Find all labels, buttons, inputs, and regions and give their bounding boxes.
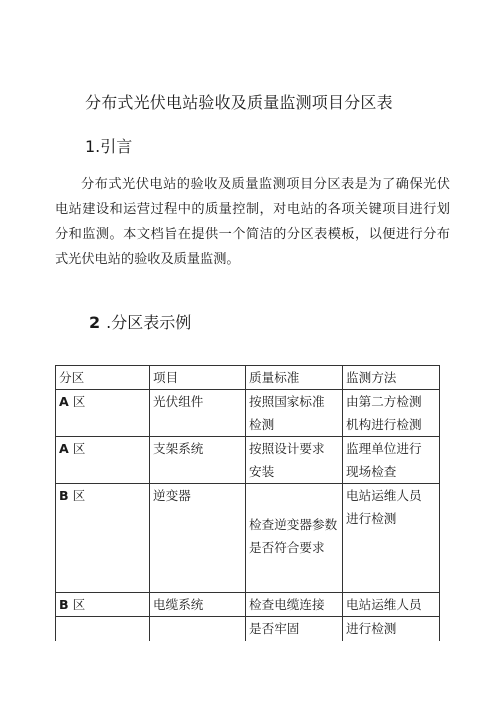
empty-cell: [56, 617, 150, 642]
standard-line: 检查逆变器参数: [249, 517, 338, 532]
zone-suffix: 区: [72, 597, 86, 612]
section-heading-table: [89, 310, 191, 333]
zone-cell: [56, 484, 150, 593]
zone-suffix: 区: [72, 488, 86, 503]
header-cell-method: 监测方法: [343, 366, 440, 390]
method-cell: [343, 437, 440, 484]
item-cell: 光伏组件: [150, 390, 246, 437]
zoning-table: [55, 365, 440, 641]
zone-letter: A: [59, 394, 69, 409]
method-line: 进行检测: [346, 511, 397, 526]
standard-cell: 检查电缆连接: [246, 593, 343, 617]
standard-line: 检测: [249, 417, 275, 432]
section-title: .分区表示例: [106, 313, 192, 332]
zone-suffix: 区: [72, 394, 86, 409]
table-row: [56, 484, 440, 593]
header-cell-zone: 分区: [56, 366, 150, 390]
zone-letter: B: [59, 488, 69, 503]
standard-cell: [246, 484, 343, 593]
table-row: [56, 437, 440, 484]
table-row-continued: [56, 617, 440, 642]
standard-cell: 是否牢固: [246, 617, 343, 642]
standard-line: 安装: [249, 464, 275, 479]
table-row: [56, 390, 440, 437]
table-row: [56, 593, 440, 617]
document-title: 分布式光伏电站验收及质量监测项目分区表: [85, 93, 393, 112]
method-line: 机构进行检测: [346, 417, 422, 432]
method-line: 现场检查: [346, 464, 397, 479]
zone-cell: [56, 437, 150, 484]
table-header-row: [56, 366, 440, 390]
item-cell: 支架系统: [150, 437, 246, 484]
method-cell: 进行检测: [343, 617, 440, 642]
item-cell: 电缆系统: [150, 593, 246, 617]
standard-line: 按照国家标准: [249, 394, 325, 409]
method-line: 由第二方检测: [346, 394, 422, 409]
standard-line: 是否符合要求: [249, 540, 325, 555]
zone-cell: [56, 390, 150, 437]
method-cell: 电站运维人员: [343, 593, 440, 617]
standard-line: 按照设计要求: [249, 441, 325, 456]
method-cell: [343, 484, 440, 593]
method-cell: [343, 390, 440, 437]
header-cell-standard: 质量标准: [246, 366, 343, 390]
intro-paragraph: 分布式光伏电站的验收及质量监测项目分区表是为了确保光伏电站建设和运营过程中的质量控制，对电站的各项关键项目进行划分和监测。本文档旨在提供一个简洁的分区表模板，以便进行分布式光伏电站的验收及质量监测。: [55, 177, 450, 267]
zone-letter: A: [59, 441, 69, 456]
zone-letter: B: [59, 597, 69, 612]
standard-cell: [246, 390, 343, 437]
standard-cell: [246, 437, 343, 484]
header-cell-item: 项目: [150, 366, 246, 390]
item-cell: 逆变器: [150, 484, 246, 593]
zone-cell: [56, 593, 150, 617]
empty-cell: [150, 617, 246, 642]
method-line: 电站运维人员: [346, 488, 422, 503]
zone-suffix: 区: [72, 441, 86, 456]
section-number: 2: [89, 313, 101, 332]
method-line: 监理单位进行: [346, 441, 422, 456]
section-heading-intro: 1.引言: [85, 137, 133, 156]
